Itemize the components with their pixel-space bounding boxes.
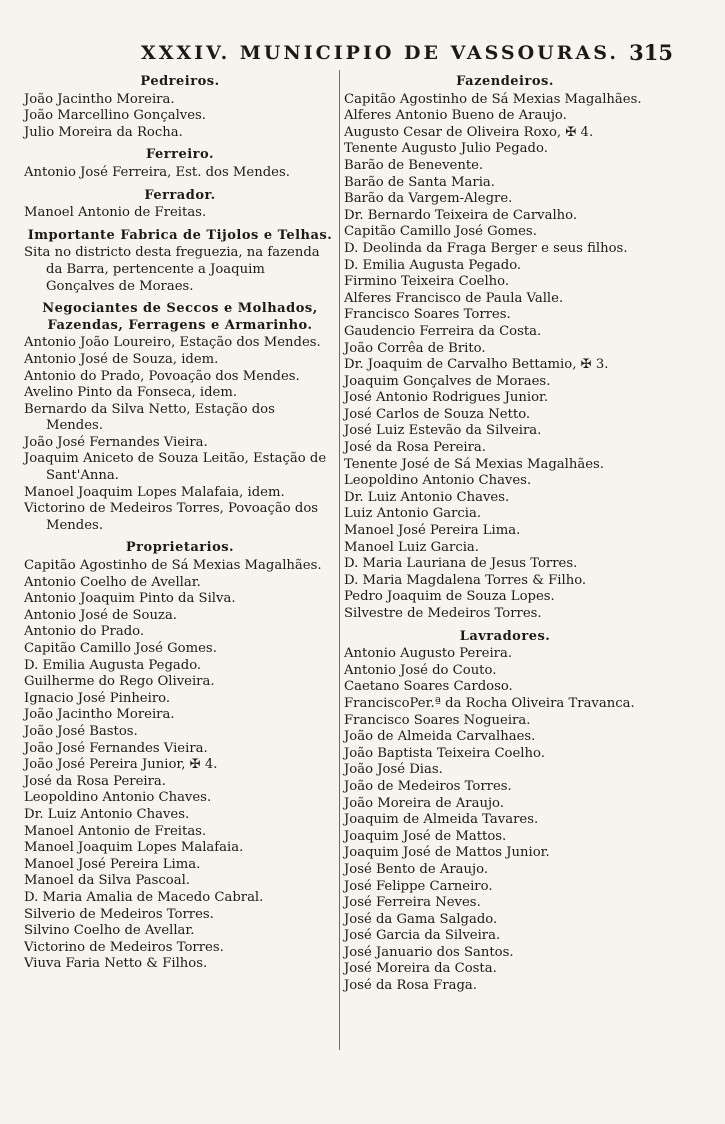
directory-entry: Antonio Coelho de Avellar. — [24, 574, 201, 590]
page-number: 315 — [629, 40, 673, 65]
directory-entry: Antonio João Loureiro, Estação dos Mendes. — [24, 335, 321, 351]
left-column — [24, 72, 336, 977]
directory-entry: João Corrêa de Brito. — [344, 340, 486, 356]
directory-entry: Firmino Teixeira Coelho. — [344, 274, 510, 290]
directory-entry: Manoel Joaquim Lopes Malafaia, idem. — [24, 484, 285, 500]
directory-entry: Barão de Benevente. — [344, 157, 484, 173]
directory-entry: José da Rosa Pereira. — [344, 440, 486, 456]
directory-entry: Antonio José de Souza. — [24, 607, 177, 623]
directory-entry: Julio Moreira da Rocha. — [24, 124, 183, 140]
directory-entry: Dr. Luiz Antonio Chaves. — [344, 489, 510, 505]
directory-entry: Joaquim de Almeida Tavares. — [344, 812, 539, 828]
section-heading: Negociantes de Seccos e Molhados, Fazendas, Ferragens e Armarinho. — [42, 301, 318, 333]
directory-entry: José Bento de Araujo. — [344, 861, 489, 877]
directory-entry: Luiz Antonio Garcia. — [344, 506, 482, 522]
directory-entry: José Januario dos Santos. — [344, 944, 514, 960]
directory-entry: Antonio do Prado. — [24, 624, 145, 640]
directory-entry: Manoel José Pereira Lima. — [24, 856, 201, 872]
directory-entry: João José Dias. — [344, 762, 443, 778]
directory-entry: Barão de Santa Maria. — [344, 174, 495, 190]
section-heading: Ferrador. — [144, 187, 216, 203]
directory-entry: Tenente José de Sá Mexias Magalhães. — [344, 456, 604, 472]
directory-entry: Dr. Joaquim de Carvalho Bettamio, ✠ 3. — [344, 357, 609, 373]
directory-entry: José Ferreira Neves. — [344, 895, 481, 911]
directory-entry: Silvestre de Medeiros Torres. — [344, 606, 542, 621]
directory-entry: Gaudencio Ferreira da Costa. — [344, 323, 542, 339]
directory-entry: Guilherme do Rego Oliveira. — [24, 674, 215, 690]
directory-entry: FranciscoPer.ª da Rocha Oliveira Travanca. — [344, 695, 635, 711]
directory-entry: João José Pereira Junior, ✠ 4. — [24, 757, 218, 773]
directory-entry: José Moreira da Costa. — [344, 961, 497, 977]
directory-entry: Sita no districto desta freguezia, na fazenda da Barra, pertencente a Joaquim Gonçalves de Moraes. — [24, 245, 320, 294]
directory-entry: João Jacintho Moreira. — [24, 91, 175, 107]
directory-entry: Tenente Augusto Julio Pegado. — [344, 141, 548, 157]
directory-entry: José Garcia da Silveira. — [344, 928, 501, 944]
directory-entry: Antonio Augusto Pereira. — [344, 646, 513, 662]
directory-entry: Bernardo da Silva Netto, Estação dos Mendes. — [24, 401, 275, 434]
directory-entry: João Moreira de Araujo. — [344, 795, 504, 811]
directory-entry: José Felippe Carneiro. — [344, 878, 493, 894]
page-header: XXXIV. MUNICIPIO DE VASSOURAS. — [141, 42, 619, 64]
directory-entry: Alferes Francisco de Paula Valle. — [344, 290, 564, 306]
directory-entry: Augusto Cesar de Oliveira Roxo, ✠ 4. — [344, 124, 594, 140]
section-heading: Lavradores. — [459, 628, 551, 644]
directory-entry: Antonio Joaquim Pinto da Silva. — [24, 591, 236, 607]
directory-entry: Pedro Joaquim de Souza Lopes. — [344, 589, 555, 605]
directory-entry: Dr. Luiz Antonio Chaves. — [24, 806, 190, 822]
directory-entry: Alferes Antonio Bueno de Araujo. — [344, 108, 567, 124]
directory-entry: Manoel José Pereira Lima. — [344, 523, 521, 539]
directory-entry: Antonio José de Souza, idem. — [24, 351, 219, 367]
section-heading: Proprietarios. — [125, 540, 235, 556]
directory-entry: Dr. Bernardo Teixeira de Carvalho. — [344, 207, 578, 223]
directory-entry: João Marcellino Gonçalves. — [24, 108, 207, 124]
directory-entry: Avelino Pinto da Fonseca, idem. — [24, 385, 238, 401]
directory-entry: Antonio do Prado, Povoação dos Mendes. — [24, 368, 300, 384]
directory-entry: Joaquim Aniceto de Souza Leitão, Estação de Sant'Anna. — [24, 451, 327, 484]
directory-entry: D. Deolinda da Fraga Berger e seus filhos. — [344, 240, 628, 256]
directory-entry: D. Maria Magdalena Torres & Filho. — [344, 572, 587, 588]
section-heading: Fazendeiros. — [456, 74, 554, 89]
directory-entry: D. Maria Lauriana de Jesus Torres. — [344, 556, 578, 572]
directory-entry: Antonio José do Couto. — [344, 662, 497, 678]
directory-entry: Manoel Antonio de Freitas. — [24, 205, 207, 221]
directory-entry: João de Almeida Carvalhaes. — [344, 729, 536, 745]
directory-entry: Barão da Vargem-Alegre. — [344, 191, 513, 207]
section-heading: Ferreiro. — [145, 147, 214, 163]
directory-entry: João Jacintho Moreira. — [24, 707, 175, 723]
directory-entry: Joaquim Gonçalves de Moraes. — [344, 373, 551, 389]
column-divider — [339, 70, 340, 1050]
directory-entry: Antonio José Ferreira, Est. dos Mendes. — [24, 164, 290, 180]
directory-entry: D. Maria Amalia de Macedo Cabral. — [24, 889, 264, 905]
directory-entry: João José Fernandes Vieira. — [24, 740, 208, 756]
directory-entry: Silvino Coelho de Avellar. — [24, 923, 195, 939]
directory-entry: José da Gama Salgado. — [344, 911, 498, 927]
directory-entry: Capitão Camillo José Gomes. — [344, 224, 537, 240]
directory-entry: João José Fernandes Vieira. — [24, 434, 208, 450]
directory-entry: D. Emilia Augusta Pegado. — [24, 657, 202, 673]
directory-entry: Manoel Antonio de Freitas. — [24, 823, 207, 839]
directory-entry: Joaquim José de Mattos Junior. — [344, 845, 550, 861]
directory-entry: José Antonio Rodrigues Junior. — [344, 390, 549, 406]
directory-entry: José da Rosa Pereira. — [24, 773, 166, 789]
directory-entry: Viuva Faria Netto & Filhos. — [24, 956, 208, 972]
right-column — [344, 72, 666, 999]
section-heading: Importante Fabrica de Tijolos e Telhas. — [27, 227, 333, 243]
directory-entry: Victorino de Medeiros Torres. — [24, 939, 224, 955]
directory-entry: Caetano Soares Cardoso. — [344, 679, 513, 695]
directory-entry: José Carlos de Souza Netto. — [344, 406, 531, 422]
directory-entry: José da Rosa Fraga. — [344, 978, 477, 994]
directory-entry: D. Emilia Augusta Pegado. — [344, 257, 522, 273]
directory-entry: Manoel Luiz Garcia. — [344, 539, 479, 555]
directory-entry: Joaquim José de Mattos. — [344, 828, 507, 844]
directory-entry: Manoel da Silva Pascoal. — [24, 873, 190, 889]
directory-entry: Capitão Agostinho de Sá Mexias Magalhães. — [24, 558, 322, 574]
directory-entry: Silverio de Medeiros Torres. — [24, 906, 214, 922]
directory-entry: José Luiz Estevão da Silveira. — [344, 423, 542, 439]
directory-entry: Francisco Soares Nogueira. — [344, 712, 531, 728]
directory-entry: Leopoldino Antonio Chaves. — [344, 473, 532, 489]
section-heading: Pedreiros. — [140, 74, 220, 89]
directory-entry: João de Medeiros Torres. — [344, 778, 512, 794]
directory-entry: Ignacio José Pinheiro. — [24, 690, 171, 706]
directory-entry: Capitão Agostinho de Sá Mexias Magalhães. — [344, 91, 642, 107]
directory-entry: Leopoldino Antonio Chaves. — [24, 790, 212, 806]
directory-entry: Manoel Joaquim Lopes Malafaia. — [24, 840, 244, 856]
directory-entry: João José Bastos. — [24, 723, 138, 739]
directory-entry: Capitão Camillo José Gomes. — [24, 641, 217, 656]
directory-entry: Francisco Soares Torres. — [344, 307, 511, 323]
directory-entry: Victorino de Medeiros Torres, Povoação dos Mendes. — [24, 501, 319, 533]
directory-entry: João Baptista Teixeira Coelho. — [344, 745, 545, 761]
